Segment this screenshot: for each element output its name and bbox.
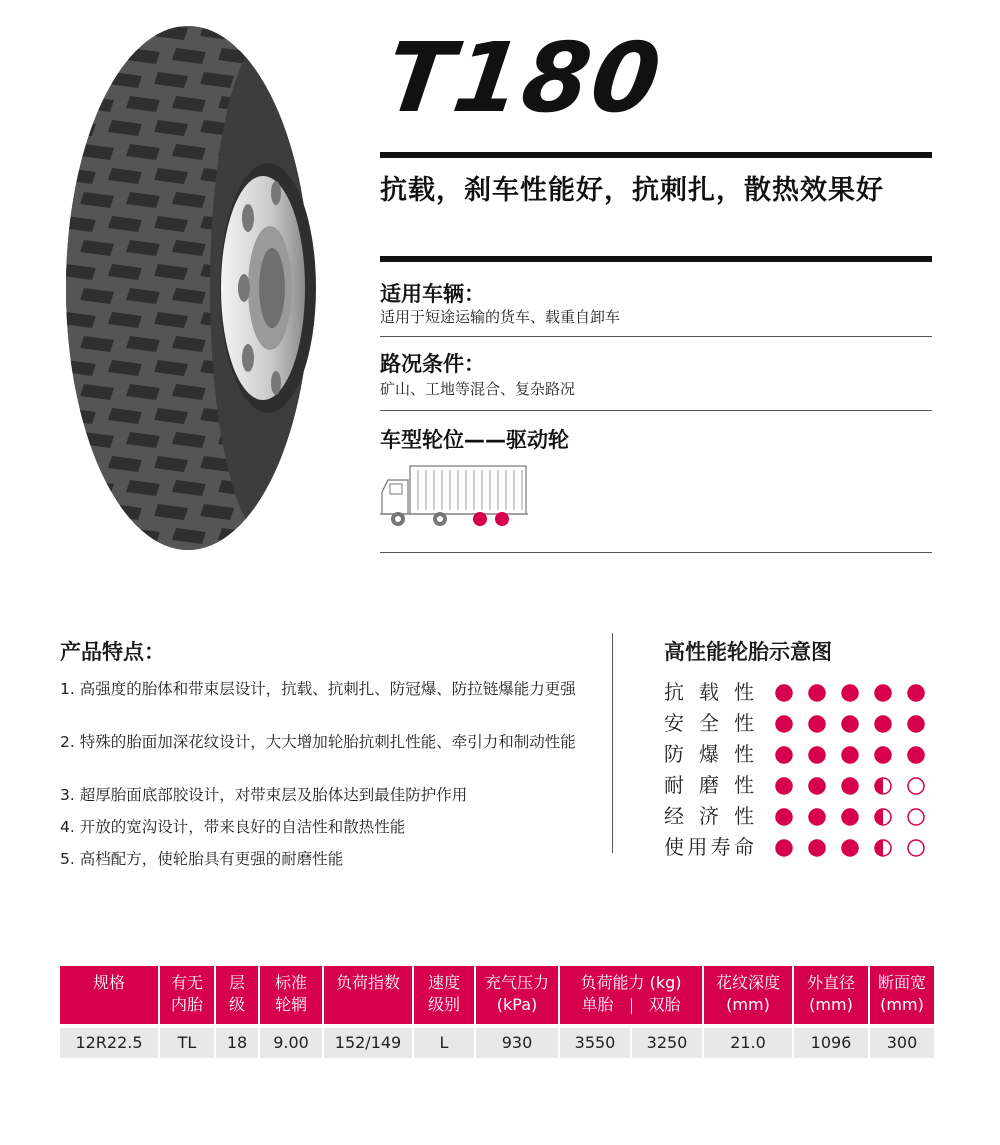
performance-title: 高性能轮胎示意图 [664,640,832,664]
header-width: 断面宽 (mm) [870,966,934,1024]
rating-dot-full [776,747,792,763]
rating-dot-full [776,716,792,732]
rating-dot-full [842,840,858,856]
header-single: 单胎 [581,995,614,1014]
header-spec: 规格 [60,966,158,1024]
feature-item: 1. 高强度的胎体和带束层设计，抗载、抗刺扎、防冠爆、防拉链爆能力更强 [60,680,576,698]
divider-road [380,410,932,411]
rating-dot-full [842,747,858,763]
divider-position [380,552,932,553]
road-title: 路况条件： [380,352,485,376]
performance-label: 安全性 [664,711,754,735]
rating-dot-half [875,809,891,825]
performance-row [664,832,954,862]
header-speed: 速度 级别 [414,966,474,1024]
header-depth: 花纹深度 (mm) [704,966,792,1024]
header-rim: 标准 轮辋 [260,966,322,1024]
rating-dots [774,776,944,796]
cell-ply: 18 [216,1028,258,1058]
rating-dots [774,838,944,858]
rating-dots [774,745,944,765]
divider-vehicle [380,336,932,337]
feature-item: 5. 高档配方，使轮胎具有更强的耐磨性能 [60,850,344,868]
rating-dot-empty [908,778,924,794]
rating-dot-full [842,716,858,732]
performance-label: 防爆性 [664,742,754,766]
header-tube: 有无 内胎 [160,966,214,1024]
cell-speed: L [414,1028,474,1058]
truck-icon [380,462,530,530]
cell-tube: TL [160,1028,214,1058]
rating-dot-full [809,840,825,856]
header-load-index: 负荷指数 [324,966,412,1024]
header-capacity: 负荷能力 (kg) 单胎 双胎 [560,966,702,1024]
performance-row [664,739,954,769]
cell-load-index: 152/149 [324,1028,412,1058]
rating-dot-empty [908,809,924,825]
rating-dot-full [776,809,792,825]
road-text: 矿山、工地等混合、复杂路况 [380,380,576,398]
header-ply: 层 级 [216,966,258,1024]
model-name: T180 [379,22,669,134]
vehicle-text: 适用于短途运输的货车、载重自卸车 [380,308,621,326]
rating-dot-half [875,840,891,856]
feature-item: 3. 超厚胎面底部胶设计，对带束层及胎体达到最佳防护作用 [60,786,468,804]
rating-dot-full [908,747,924,763]
cell-rim: 9.00 [260,1028,322,1058]
performance-label: 经济性 [664,804,754,828]
performance-row [664,770,954,800]
rating-dot-full [809,778,825,794]
vertical-divider [612,633,613,853]
rating-dot-full [908,685,924,701]
rating-dot-full [809,809,825,825]
cell-pressure: 930 [476,1028,558,1058]
performance-label: 使用寿命 [664,835,754,859]
performance-row [664,677,954,707]
rating-dot-full [776,685,792,701]
tire-image [58,18,318,558]
rating-dot-full [809,685,825,701]
rating-dot-full [809,747,825,763]
vehicle-title: 适用车辆： [380,282,485,306]
cell-depth: 21.0 [704,1028,792,1058]
cell-dual: 3250 [632,1028,702,1058]
feature-item: 4. 开放的宽沟设计，带来良好的自洁性和散热性能 [60,818,406,836]
header-od: 外直径 (mm) [794,966,868,1024]
rating-dots [774,714,944,734]
rating-dot-full [776,778,792,794]
rating-dot-full [776,840,792,856]
header-dual: 双胎 [648,995,681,1014]
performance-label: 耐磨性 [664,773,754,797]
cell-od: 1096 [794,1028,868,1058]
rating-dot-empty [908,840,924,856]
spec-table [60,966,934,1058]
cell-width: 300 [870,1028,934,1058]
tagline: 抗载，刹车性能好，抗刺扎，散热效果好 [380,175,884,206]
rating-dot-full [809,716,825,732]
performance-row [664,801,954,831]
divider-top [380,152,932,158]
rating-dots [774,683,944,703]
rating-dot-half [875,778,891,794]
rating-dot-full [875,716,891,732]
feature-item: 2. 特殊的胎面加深花纹设计，大大增加轮胎抗刺扎性能、牵引力和制动性能 [60,733,576,751]
performance-row [664,708,954,738]
rating-dot-full [842,809,858,825]
cell-spec: 12R22.5 [60,1028,158,1058]
rating-dot-full [875,685,891,701]
rating-dot-full [908,716,924,732]
rating-dot-full [842,685,858,701]
rating-dots [774,807,944,827]
position-title: 车型轮位——驱动轮 [380,428,569,452]
cell-single: 3550 [560,1028,630,1058]
features-title: 产品特点： [60,640,165,664]
divider-tagline [380,256,932,262]
rating-dot-full [875,747,891,763]
header-pressure: 充气压力 (kPa) [476,966,558,1024]
rating-dot-full [842,778,858,794]
performance-label: 抗载性 [664,680,754,704]
